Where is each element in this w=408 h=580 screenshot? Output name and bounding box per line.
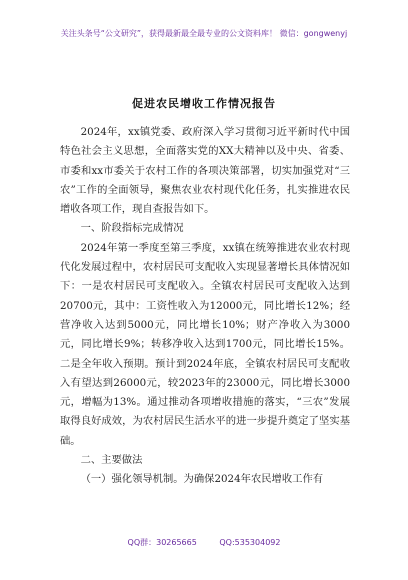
footer-qq-group: QQ群：30265665 [127,538,197,547]
document-body [60,123,350,490]
header-notice: 关注头条号“公文研究”，获得最新最全最专业的公文资料库！ 微信：gongwenyj [60,29,348,38]
paragraph-intro: 2024年，xx镇党委、政府深入学习贯彻习近平新时代中国特色社会主义思想，全面落实党的XX大精神以及中央、省委、市委和xx市委关于农村工作的各项决策部署，切实加强党对“三农”工作的全面领导，聚焦农业农村现代化任务，扎实推进农民增收各项工作，现自查报告如下。 [60,126,350,216]
footer-qq-number: QQ:535304092 [219,538,281,547]
document-title: 促进农民增收工作情况报告 [132,97,276,110]
paragraph-leadership: （一）强化领导机制。为确保2024年农民增收工作有 [80,473,324,486]
paragraph-indicators: 2024年第一季度至第三季度，xx镇在统筹推进农业农村现代化发展过程中，农村居民可支配收入实现显著增长具体情况如下：一是农村居民可支配收入。全镇农村居民可支配收入达到20700元，其中：工资性收入为12000元，同比增长12%；经营净收入达到5000元，同比增长10%；财产净收入为3000元，同比增长9%；转移净收入达到1700元，同比增长15%。二是全年收入预期。预计到2024年底，全镇农村居民可支配收入有望达到26000元，较2023年的23000元，同比增长3000元，增幅为13%。通过推动各项增收措施的落实，“三农”发展取得良好成效，为农村居民生活水平的进一步提升奠定了坚实基础。 [60,241,350,447]
footer-contact [0,537,408,548]
section-heading-1: 一、阶段指标完成情况 [80,222,184,235]
section-heading-2: 二、主要做法 [80,454,143,467]
